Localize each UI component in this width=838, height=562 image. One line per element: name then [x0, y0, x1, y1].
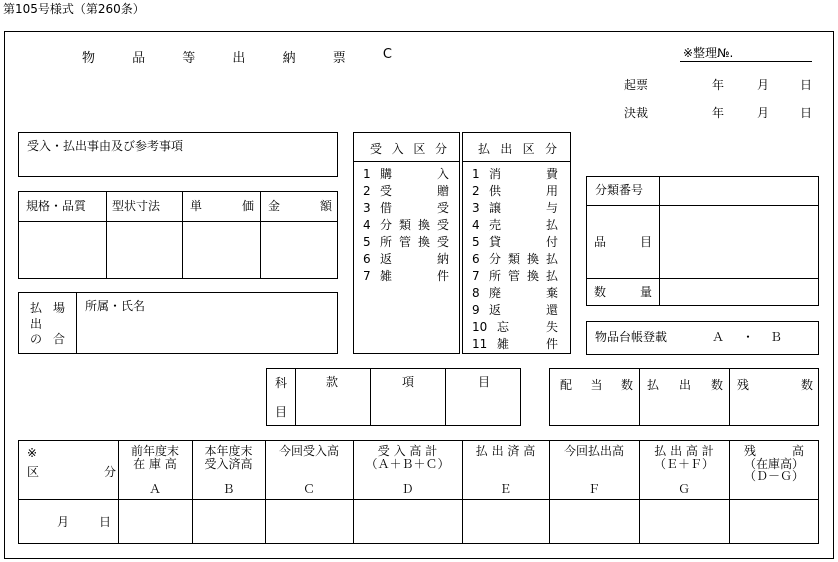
payout-category-item [472, 251, 558, 268]
payout-category-item-label [489, 268, 558, 285]
receive-category-item [363, 234, 449, 251]
payout-category-item-number: 2 [472, 184, 480, 198]
receive-header-char-1: 受 [370, 142, 383, 156]
kihyo-day: 日 [800, 78, 813, 92]
bottom-cell-haraidashi-kei[interactable] [641, 501, 728, 542]
kamoku-char-1: 科 [275, 376, 288, 390]
payer-char-harai: 払 [30, 301, 43, 315]
bottom-header-ukeire-kei [353, 445, 462, 495]
bottom-header-zandaka [729, 445, 819, 495]
payout-category-item-char: 管 [507, 269, 520, 283]
payout-category-item-label [497, 336, 558, 353]
bottom-header-haraidashi-kei-line1: 払 出 高 計 [654, 444, 714, 458]
kihyo-year: 年 [712, 78, 725, 92]
bottom-header-haraidashi-zumi-line4: Ｅ [499, 481, 512, 496]
bottom-header-konkai-haraidashi-line4: Ｆ [587, 481, 600, 496]
bottom-cell-honnendo[interactable] [194, 501, 264, 542]
bottom-cell-haraidashi-zumi[interactable] [464, 501, 548, 542]
receive-category-item [363, 183, 449, 200]
moku-input[interactable] [447, 392, 519, 424]
allot-char-3: 数 [620, 378, 633, 392]
payout-category-item-char: 失 [545, 320, 558, 334]
payer-divider [76, 292, 77, 354]
spec-header-kin: 金 [268, 199, 281, 213]
bottom-header-zennendo-line2: 在 庫 高 [133, 456, 177, 471]
spec-header-keijo: 型状寸法 [112, 199, 161, 213]
payout-category-item [472, 234, 558, 251]
receive-category-item-label [380, 217, 449, 234]
form-title [82, 47, 392, 66]
kamoku-char-2: 目 [275, 405, 288, 419]
payout-category-item-char: 払 [545, 252, 558, 266]
payer-char-de: 出 [30, 317, 43, 331]
kessai-month: 月 [757, 106, 770, 120]
bottom-header-zennendo-line3 [118, 470, 192, 483]
payout-category-item-char: 費 [545, 167, 558, 181]
receive-category-item-number: 2 [363, 184, 371, 198]
kubun-char-1: 区 [27, 465, 40, 479]
receive-category-item-char: 所 [380, 235, 393, 249]
classification-divider [659, 176, 660, 306]
spec-header-gaku: 額 [320, 199, 333, 213]
payout-category-item-char: 換 [526, 252, 539, 266]
bottom-header-zennendo-line4: Ａ [148, 481, 161, 496]
receive-category-item-number: 6 [363, 252, 371, 266]
receive-category-item-char: 受 [380, 184, 393, 198]
payout-category-item-label [489, 302, 558, 319]
quantity-label-char-1: 数 [594, 285, 607, 299]
payout-category-item-char: 雑 [497, 337, 510, 351]
balance-char-2: 数 [800, 378, 813, 392]
receive-category-item-char: 受 [436, 235, 449, 249]
payout-category-item-number: 9 [472, 303, 480, 317]
spec-header-ka: 価 [242, 199, 255, 213]
payout-category-item-label [489, 183, 558, 200]
payout-header-char-4: 分 [544, 142, 557, 156]
kou-input[interactable] [372, 392, 444, 424]
bottom-cell-ukeire-kei[interactable] [355, 501, 461, 542]
payout-category-item-char: 払 [545, 218, 558, 232]
spec-header-tan: 単 [190, 199, 203, 213]
payout-header-char-3: 区 [522, 142, 535, 156]
title-char-2: 品 [132, 51, 146, 66]
bottom-header-honnendo-line2: 受入済高 [204, 456, 253, 471]
receive-category-item-number: 3 [363, 201, 371, 215]
account-divider-1 [295, 368, 296, 426]
payout-category-item-number: 8 [472, 286, 480, 300]
receive-category-item-char: 納 [436, 252, 449, 266]
category-no-label: 分類番号 [595, 183, 644, 197]
receive-category-item-label [380, 251, 449, 268]
payout-category-item-number: 5 [472, 235, 480, 249]
receive-category-item-char: 雑 [380, 269, 393, 283]
allot-char-2: 当 [590, 378, 603, 392]
bottom-header-haraidashi-kei [639, 445, 729, 495]
form-number: 第105号様式（第260条） [3, 2, 145, 16]
receive-category-header [370, 140, 447, 157]
payout-count-input[interactable] [641, 392, 727, 424]
ledger-option-a[interactable]: Ａ [712, 330, 725, 344]
receive-category-item-char: 件 [436, 269, 449, 283]
item-input[interactable] [661, 207, 817, 277]
receive-category-item-number: 5 [363, 235, 371, 249]
bottom-header-haraidashi-zumi-line3 [462, 470, 549, 483]
receive-category-item-char: 受 [436, 201, 449, 215]
payer-input[interactable] [78, 316, 336, 352]
payout-category-header-line [462, 161, 571, 162]
payout-category-item-char: 貸 [489, 235, 502, 249]
quantity-label-char-2: 量 [640, 285, 653, 299]
payout-category-item-char: 件 [545, 337, 558, 351]
receive-category-item-char: 換 [417, 218, 430, 232]
receive-category-item-char: 管 [398, 235, 411, 249]
balance-label [737, 376, 813, 393]
kan-input[interactable] [297, 392, 369, 424]
payout-category-item [472, 319, 558, 336]
moku-label: 目 [478, 375, 491, 389]
kessai-label: 決裁 [624, 106, 649, 120]
payout-category-item-char: 還 [545, 303, 558, 317]
row-day: 日 [99, 515, 112, 529]
payout-category-item-char: 廃 [489, 286, 502, 300]
quantity-input[interactable] [661, 280, 817, 305]
kessai-year: 年 [712, 106, 725, 120]
payout-category-item-char: 類 [507, 252, 520, 266]
bottom-header-zennendo [118, 445, 192, 495]
bottom-cell-zandaka[interactable] [731, 501, 818, 542]
payout-category-item-char: 用 [545, 184, 558, 198]
receive-category-item [363, 268, 449, 285]
bottom-header-konkai-ukeire-line3 [265, 470, 353, 483]
title-char-1: 物 [82, 51, 96, 66]
payout-category-item-char: 供 [489, 184, 502, 198]
kou-label: 項 [402, 375, 415, 389]
ledger-option-b[interactable]: Ｂ [770, 330, 783, 344]
payout-category-item-char: 返 [489, 303, 502, 317]
spec-cell-kikaku[interactable] [19, 222, 105, 278]
receive-category-item-char: 分 [380, 218, 393, 232]
bottom-header-konkai-haraidashi-line1: 今回払出高 [563, 444, 624, 458]
payer-char-no: の [30, 332, 43, 346]
kihyo-label: 起票 [624, 78, 649, 92]
payout-category-header [478, 140, 557, 157]
receive-category-item-char: 借 [380, 201, 393, 215]
bottom-header-ukeire-kei-line2: （Ａ＋Ｂ＋Ｃ） [365, 456, 450, 471]
payout-category-item [472, 217, 558, 234]
bottom-header-honnendo-line4: Ｂ [222, 481, 235, 496]
payout-category-item-label [489, 234, 558, 251]
payout-category-item-label [489, 200, 558, 217]
bottom-header-konkai-ukeire-line1: 今回受入高 [278, 444, 339, 458]
bottom-header-zandaka-line1: 残 高 [743, 444, 804, 458]
payout-category-item-number: 6 [472, 252, 480, 266]
spec-header-kikaku: 規格・品質 [26, 199, 87, 213]
bottom-header-haraidashi-kei-line3 [639, 470, 729, 483]
kubun-char-2: 分 [104, 465, 117, 479]
title-char-5: 納 [282, 51, 296, 66]
payout-count-char-2: 出 [678, 378, 691, 392]
bottom-header-haraidashi-kei-line4: Ｇ [677, 481, 690, 496]
payout-category-item-label [489, 217, 558, 234]
payout-category-item [472, 183, 558, 200]
balance-char-1: 残 [737, 378, 750, 392]
bottom-header-haraidashi-zumi [462, 445, 549, 495]
bottom-header-konkai-ukeire [265, 445, 353, 495]
payout-category-item-label [489, 285, 558, 302]
payer-char-ai: 合 [53, 332, 66, 346]
bottom-header-konkai-haraidashi-line3 [549, 470, 639, 483]
receive-category-item-label [380, 183, 449, 200]
reason-label: 受入・払出事由及び参考事項 [27, 139, 184, 153]
kan-label: 款 [326, 375, 339, 389]
bottom-header-haraidashi-kei-line2: （Ｅ＋Ｆ） [653, 456, 714, 471]
bottom-header-ukeire-kei-line1: 受 入 高 計 [377, 444, 438, 458]
receive-category-item-char: 換 [417, 235, 430, 249]
payer-label: 所属・氏名 [85, 299, 146, 313]
ledger-dot: ・ [742, 330, 755, 344]
payout-category-item-number: 7 [472, 269, 480, 283]
payer-char-ba: 場 [53, 301, 66, 315]
receive-header-char-3: 区 [413, 142, 426, 156]
payout-category-item [472, 302, 558, 319]
payout-category-item [472, 285, 558, 302]
receive-category-header-line [353, 161, 460, 162]
receive-category-item-number: 7 [363, 269, 371, 283]
bottom-header-ukeire-kei-line4: Ｄ [401, 481, 414, 496]
bottom-cell-konkai-haraidashi[interactable] [551, 501, 638, 542]
payout-category-item-label [489, 251, 558, 268]
bottom-header-zandaka-line4 [729, 483, 819, 496]
allot-char-1: 配 [560, 378, 573, 392]
bottom-mark: ※ [27, 446, 38, 460]
payout-category-item-char: 換 [526, 269, 539, 283]
title-char-7: C [382, 47, 392, 62]
receive-category-item-char: 類 [398, 218, 411, 232]
category-no-input[interactable] [661, 178, 817, 204]
account-divider-3 [445, 368, 446, 426]
allot-input[interactable] [551, 392, 637, 424]
balance-input[interactable] [731, 392, 817, 424]
payout-category-item-char: 払 [545, 269, 558, 283]
receive-category-list [363, 166, 449, 285]
payout-category-item [472, 336, 558, 353]
receive-category-item-char: 購 [380, 167, 393, 181]
bottom-cell-konkai-ukeire[interactable] [267, 501, 352, 542]
bottom-header-honnendo-line1: 本年度末 [204, 444, 253, 458]
payout-category-item [472, 268, 558, 285]
spec-cell-keijo[interactable] [107, 222, 181, 278]
receive-category-item-char: 受 [436, 218, 449, 232]
payout-category-item-number: 4 [472, 218, 480, 232]
reference-number-line [680, 61, 812, 62]
spec-cell-tanka[interactable] [183, 222, 259, 278]
receive-category-item-char: 返 [380, 252, 393, 266]
reference-number-label: ※整理№. [683, 46, 734, 60]
payout-category-item-char: 棄 [545, 286, 558, 300]
payout-category-item-char: 忘 [497, 320, 510, 334]
receive-category-item-label [380, 234, 449, 251]
bottom-header-haraidashi-zumi-line1: 払 出 済 高 [475, 444, 536, 458]
bottom-header-honnendo [192, 445, 265, 495]
item-label-char-1: 品 [594, 235, 607, 249]
payout-category-item-char: 付 [545, 235, 558, 249]
payout-category-item-number: 10 [472, 320, 488, 334]
receive-category-item-label [380, 200, 449, 217]
receive-category-item-label [380, 166, 449, 183]
payout-category-item-number: 11 [472, 337, 488, 351]
receive-category-item-char: 贈 [436, 184, 449, 198]
payout-category-item-number: 3 [472, 201, 480, 215]
ledger-label: 物品台帳登載 [595, 330, 668, 344]
payout-category-item-char: 分 [489, 252, 502, 266]
payout-header-char-2: 出 [500, 142, 513, 156]
payout-category-item-char: 与 [545, 201, 558, 215]
title-char-4: 出 [232, 51, 246, 66]
allot-divider-2 [729, 368, 730, 426]
payout-category-item [472, 166, 558, 183]
receive-category-item-char: 入 [436, 167, 449, 181]
payout-category-list [472, 166, 558, 353]
bottom-header-honnendo-line3 [192, 470, 265, 483]
bottom-header-line [18, 499, 819, 500]
bottom-header-konkai-ukeire-line4: Ｃ [302, 481, 315, 496]
payout-category-item-label [497, 319, 558, 336]
payout-count-label [647, 376, 723, 393]
account-divider-2 [370, 368, 371, 426]
receive-category-item [363, 200, 449, 217]
receive-header-char-2: 入 [391, 142, 404, 156]
bottom-header-zennendo-line1: 前年度末 [130, 444, 179, 458]
title-char-3: 等 [182, 51, 196, 66]
receive-header-char-4: 分 [434, 142, 447, 156]
receive-category-item-number: 1 [363, 167, 371, 181]
kihyo-month: 月 [757, 78, 770, 92]
payout-count-char-1: 払 [647, 378, 660, 392]
bottom-header-zandaka-line3: （Ｄ－Ｇ） [743, 469, 804, 483]
classification-line-2 [586, 278, 819, 279]
allot-divider-1 [639, 368, 640, 426]
row-month: 月 [57, 515, 70, 529]
bottom-cell-zennendo[interactable] [120, 501, 191, 542]
payout-category-item-char: 譲 [489, 201, 502, 215]
payout-category-item-char: 消 [489, 167, 502, 181]
receive-category-item [363, 166, 449, 183]
kessai-day: 日 [800, 106, 813, 120]
receive-category-item [363, 251, 449, 268]
bottom-header-ukeire-kei-line3 [353, 470, 462, 483]
payout-category-item-char: 売 [489, 218, 502, 232]
classification-line-1 [586, 205, 819, 206]
payout-header-char-1: 払 [478, 142, 491, 156]
payout-category-item-label [489, 166, 558, 183]
title-char-6: 票 [332, 51, 346, 66]
item-label-char-2: 目 [640, 235, 653, 249]
spec-cell-kingaku[interactable] [261, 222, 337, 278]
bottom-header-zandaka-line2: （在庫高） [743, 456, 804, 471]
payout-category-item-number: 1 [472, 167, 480, 181]
payout-category-item-char: 所 [489, 269, 502, 283]
receive-category-item-label [380, 268, 449, 285]
allot-label [560, 376, 633, 393]
payout-count-char-3: 数 [710, 378, 723, 392]
receive-category-item-number: 4 [363, 218, 371, 232]
receive-category-item [363, 217, 449, 234]
bottom-header-konkai-haraidashi [549, 445, 639, 495]
payout-category-item [472, 200, 558, 217]
